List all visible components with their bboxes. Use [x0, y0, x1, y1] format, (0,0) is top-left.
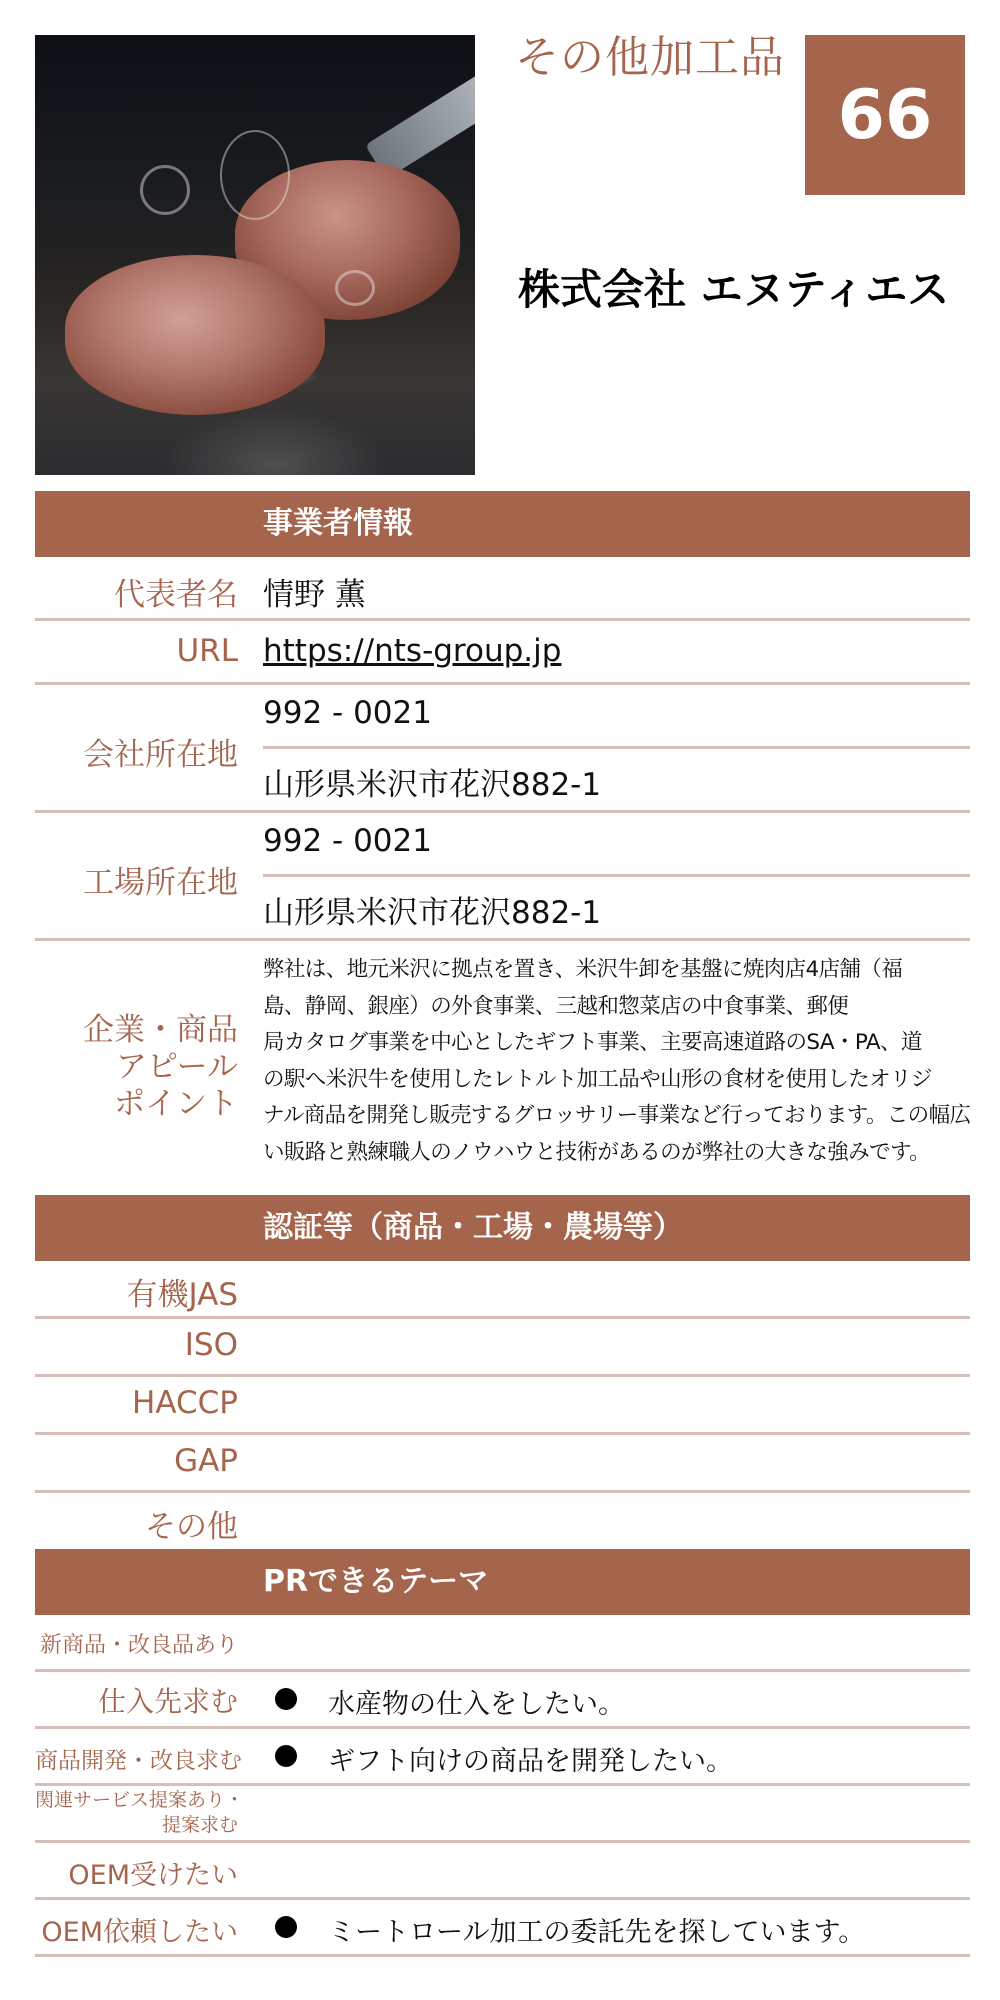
steam-swirl [335, 270, 375, 306]
appeal-text-line: の駅へ米沢牛を使用したレトルト加工品や山形の食材を使用したオリジ [263, 1066, 932, 1092]
section-header-business-info [35, 491, 970, 557]
representative-label: 代表者名 [114, 577, 238, 613]
pr-label [35, 1788, 245, 1838]
row-representative [35, 557, 970, 621]
steam-swirl [140, 165, 190, 215]
pr-label: OEM依頼したい [41, 1917, 238, 1948]
appeal-text-line: 島、静岡、銀座）の外食事業、三越和惣菜店の中食事業、郵便 [263, 993, 849, 1019]
representative-value: 情野 薫 [263, 577, 366, 613]
row-pr-supplier-wanted [35, 1672, 970, 1729]
hamburger-patty-front [65, 255, 325, 415]
product-photo [35, 35, 475, 475]
company-url-link[interactable]: https://nts-group.jp [263, 633, 562, 669]
appeal-point-text [263, 952, 973, 1172]
row-factory-address [35, 813, 970, 941]
pr-label-line: 提案求む [161, 1814, 238, 1836]
row-url [35, 621, 970, 685]
cert-label: GAP [174, 1443, 238, 1479]
row-company-address [35, 685, 970, 813]
pr-label: OEM受けたい [68, 1860, 238, 1891]
cert-label: ISO [184, 1327, 238, 1363]
pr-value: 水産物の仕入をしたい。 [328, 1689, 625, 1720]
entry-number: 66 [837, 75, 933, 155]
row-cert-other [35, 1493, 970, 1549]
url-label: URL [176, 633, 238, 669]
row-pr-related-services [35, 1786, 970, 1843]
appeal-text-line: 弊社は、地元米沢に拠点を置き、米沢牛卸を基盤に焼肉店4店舗（福 [263, 957, 903, 982]
section-title: 事業者情報 [263, 506, 413, 541]
cert-label: 有機JAS [126, 1277, 238, 1313]
checked-bullet-icon [275, 1688, 297, 1710]
row-cert-gap [35, 1435, 970, 1493]
appeal-label-line: ポイント [114, 1086, 238, 1122]
company-name: 株式会社 エヌティエス [518, 265, 950, 314]
section-header-pr-themes [35, 1549, 970, 1615]
row-pr-oem-accept [35, 1843, 970, 1900]
cert-label: その他 [145, 1509, 238, 1545]
pr-label: 仕入先求む [97, 1685, 238, 1718]
appeal-point-label [83, 1012, 238, 1123]
appeal-text-line: い販路と熟練職人のノウハウと技術があるのが弊社の大きな強みです。 [263, 1139, 931, 1165]
pr-value: ミートロール加工の委託先を探しています。 [328, 1917, 866, 1948]
pr-label-line: 関連サービス提案あり・ [35, 1789, 245, 1811]
pr-value: ギフト向けの商品を開発したい。 [328, 1746, 733, 1777]
section-header-certifications [35, 1195, 970, 1261]
company-address-label: 会社所在地 [83, 737, 238, 773]
entry-number-badge [805, 35, 965, 195]
factory-address-label: 工場所在地 [83, 865, 238, 901]
appeal-label-line: アピール [115, 1049, 238, 1085]
appeal-text-line: 局カタログ事業を中心としたギフト事業、主要高速道路のSA・PA、道 [263, 1030, 922, 1056]
steam-swirl [220, 130, 290, 220]
row-pr-new-product [35, 1615, 970, 1672]
checked-bullet-icon [275, 1916, 297, 1938]
row-cert-haccp [35, 1377, 970, 1435]
pr-label: 新商品・改良品あり [39, 1633, 238, 1658]
cert-label: HACCP [132, 1385, 238, 1421]
row-appeal-point [35, 941, 970, 1195]
divider [263, 746, 970, 749]
appeal-text-line: ナル商品を開発し販売するグロッサリー事業など行っております。この幅広 [263, 1103, 971, 1129]
row-pr-oem-request [35, 1900, 970, 1957]
divider [263, 874, 970, 877]
company-address: 山形県米沢市花沢882-1 [263, 767, 602, 803]
factory-postal-code: 992 - 0021 [263, 823, 432, 859]
section-title: 認証等（商品・工場・農場等） [263, 1210, 683, 1245]
row-cert-iso [35, 1319, 970, 1377]
row-pr-product-development [35, 1729, 970, 1786]
appeal-label-line: 企業・商品 [83, 1012, 238, 1048]
section-title: PRできるテーマ [263, 1564, 489, 1599]
category-label: その他加工品 [515, 32, 785, 83]
factory-address: 山形県米沢市花沢882-1 [263, 895, 602, 931]
checked-bullet-icon [275, 1745, 297, 1767]
company-postal-code: 992 - 0021 [263, 695, 432, 731]
pr-label: 商品開発・改良求む [35, 1748, 242, 1774]
row-cert-organic-jas [35, 1261, 970, 1319]
